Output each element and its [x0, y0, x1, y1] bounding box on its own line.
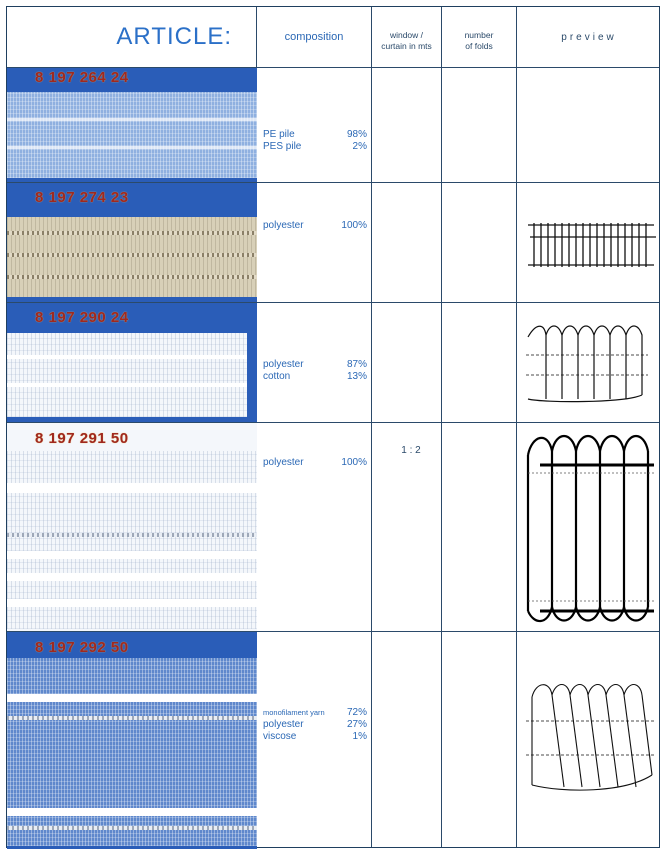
product-sheet [6, 6, 660, 848]
composition-list [263, 129, 367, 153]
composition-item: cotton 13% [263, 371, 367, 382]
folds-header-line2: of folds [465, 41, 493, 51]
tape-texture [7, 658, 257, 846]
pleat-preview-icon [524, 319, 660, 407]
tape-texture [7, 92, 257, 178]
pleat-preview-icon [524, 215, 660, 275]
article-code: 8 197 292 50 [35, 639, 129, 656]
window-header-line2: curtain in mts [381, 41, 432, 51]
column-divider [371, 7, 372, 847]
window-curtain-ratio: 1 : 2 [401, 445, 421, 456]
composition-list [263, 457, 367, 469]
composition-item: PES pile 2% [263, 141, 367, 152]
folds-header-line1: number [464, 30, 494, 40]
composition-item: polyester 27% [263, 719, 367, 730]
folds-header [442, 7, 516, 67]
pleat-preview-icon [524, 675, 660, 799]
composition-list [263, 359, 367, 383]
composition-item: polyester 100% [263, 220, 367, 231]
column-divider [516, 7, 517, 847]
composition-item: PE pile 98% [263, 129, 367, 140]
column-divider [441, 7, 442, 847]
tape-swatch [7, 423, 257, 631]
window-header [372, 7, 441, 67]
composition-item: monofilament yarn 72% [263, 707, 367, 718]
composition-list [263, 707, 367, 743]
article-code: 8 197 291 50 [35, 430, 129, 447]
composition-item: viscose 1% [263, 731, 367, 742]
article-code: 8 197 274 23 [35, 189, 129, 206]
composition-header: composition [284, 31, 344, 43]
tape-texture [7, 333, 247, 417]
composition-list [263, 220, 367, 232]
article-code: 8 197 290 24 [35, 309, 129, 326]
page-title: ARTICLE: [116, 23, 232, 50]
composition-item: polyester 87% [263, 359, 367, 370]
tape-texture [7, 217, 257, 297]
pleat-preview-icon [524, 425, 660, 629]
window-header-line1: window / [389, 30, 424, 40]
composition-item: polyester 100% [263, 457, 367, 468]
article-code: 8 197 264 24 [35, 69, 129, 86]
preview-header: preview [561, 31, 617, 43]
tape-swatch [7, 632, 257, 849]
